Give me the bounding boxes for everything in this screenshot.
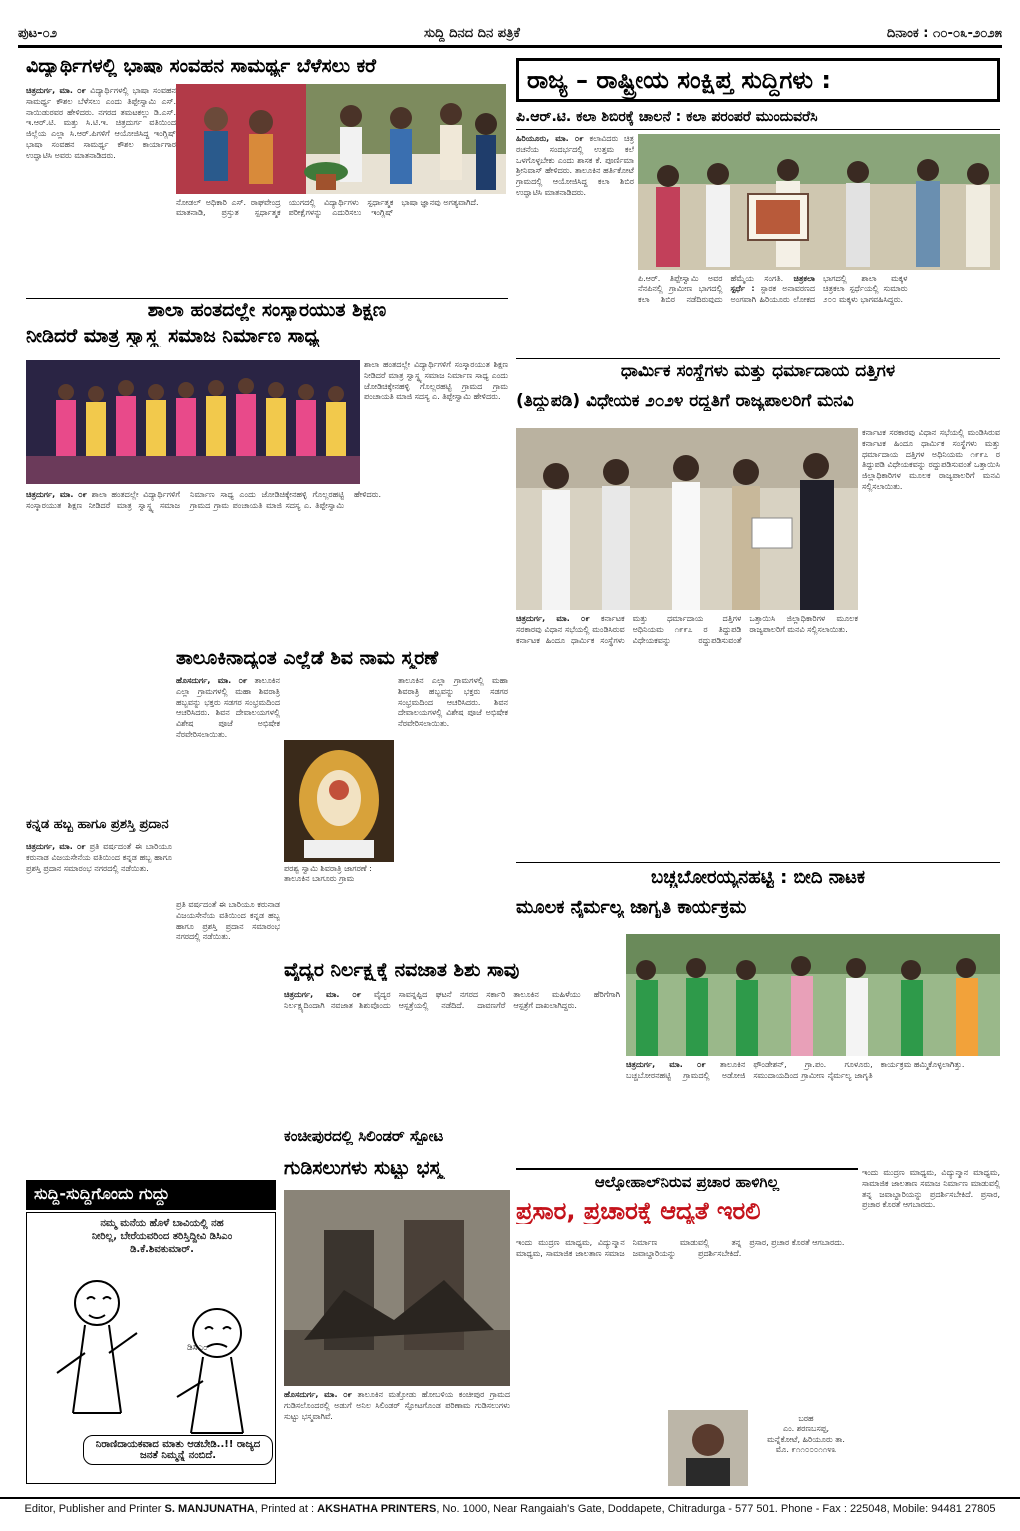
dateline: ಚಿತ್ರದುರ್ಗ, ಮಾ. ೦೯ [626,1060,706,1069]
caption-shiva-idol: ಪರಶ್ವ ಸ್ವಾಮಿ ಶಿವರಾತ್ರಿ ಜಾಗರಣೆ : ತಾಲೂಕಿನ ಬಾಗೂರು ಗ್ರಾಮ [284,864,372,884]
article-street-play-headline-line2: ಮೂಲಕ ನೈರ್ಮಲ್ಯ ಜಾಗೃತಿ ಕಾರ್ಯಕ್ರಮ [516,898,747,918]
photo-language-workshop [176,84,506,194]
masthead [18,22,1002,48]
article-newborn-headline: ವೈದ್ಯರ ನಿರ್ಲಕ್ಷ್ಯಕ್ಕೆ ನವಜಾತ ಶಿಶು ಸಾವು [284,960,520,981]
cartoon-section-header: ಸುದ್ದಿ-ಸುದ್ದಿಗೊಂದು ಗುದ್ದು [26,1180,276,1210]
article-media-side: ಇಂದು ಮುದ್ರಣ ಮಾಧ್ಯಮ, ವಿದ್ಯುನ್ಮಾನ ಮಾಧ್ಯಮ, ಸಾಮಾಜಿಕ ಜಾಲತಾಣ ಸಮಾಜ ನಿರ್ಮಾಣ ಮಾಡುವಲ್ಲಿ ತನ್ನ ಜವಾಬ್ದಾರಿಯನ್ನು ಪ್ರದರ್ಶಿಸಬೇಕಿದೆ. ಪ್ರಸಾರ, ಪ್ರಚಾರ ಕೊರತೆ ಆಗಬಾರದು. [862,1168,1000,1210]
article-kannada-fest-headline: ಕನ್ನಡ ಹಬ್ಬ ಹಾಗೂ ಪ್ರಶಸ್ತಿ ಪ್ರದಾನ [26,818,169,832]
article-cylinder-body [284,1390,510,1490]
article-kannada-fest-body-2: ಪ್ರತಿ ವರ್ಷದಂತೆ ಈ ಬಾರಿಯೂ ಕರುನಾಡ ವಿಜಯಸೇನೆಯ ವತಿಯಿಂದ ಕನ್ನಡ ಹಬ್ಬ ಹಾಗೂ ಪ್ರಶಸ್ತಿ ಪ್ರದಾನ ಸಮಾರಂಭ ನಗರದಲ್ಲಿ ನಡೆಯಿತು. [176,900,280,942]
footer-printer: AKSHATHA PRINTERS [317,1503,437,1515]
paper-name: ಸುದ್ದಿ ದಿನದ ದಿನ ಪತ್ರಿಕೆ [423,26,520,41]
article-text: ವಿದ್ಯಾರ್ಥಿಗಳಲ್ಲಿ ಭಾಷಾ ಸಂವಹನ ಸಾಮರ್ಥ್ಯ ಕೌಶಲ ಬೆಳೆಸಲು ಎಂದು ತಿಪ್ಪೇಸ್ವಾಮಿ ಎಸ್. ನಾಯಿಡುರವರ ಹೇಳಿದರು. ನಗರದ ತಮಟಕಲ್ಲು ಡಿ.ಎಸ್. ಇ.ಆರ್.ಟಿ. ಮತ್ತು ಸಿ.ಟಿ.ಇ. ಚಿತ್ರದುರ್ಗ ವತಿಯಿಂದ ಜಿಲ್ಲೆಯ ಎಲ್ಲಾ ಸಿ.ಆರ್.ಪಿಗಳಿಗೆ ಆಯೋಜಿಸಿದ್ದ ಇಂಗ್ಲಿಷ್ ಭಾಷಾ ಸಂವಹನ ಸಾಮರ್ಥ್ಯ ಕೌಶಲ ಕಾರ್ಯಾಗಾರ ಉದ್ಘಾಟಿಸಿ ಅವರು ಮಾತನಾಡಿದರು. [26,86,176,160]
contest-title: ಚಿತ್ರಕಲಾ ಸ್ಪರ್ಧೆ : [730,274,815,294]
article-education-side-text: ಶಾಲಾ ಹಂತದಲ್ಲೇ ವಿದ್ಯಾರ್ಥಿಗಳಿಗೆ ಸಂಸ್ಕಾರಯುತ ಶಿಕ್ಷಣ ನೀಡಿದರೆ ಮಾತ್ರ ಸ್ವಾಸ್ಥ್ಯ ಸಮಾಜ ನಿರ್ಮಾಣ ಸಾಧ್ಯ ಎಂದು ಜೋಡಿಚಿಕ್ಕೇನಹಳ್ಳಿ ಗೊಲ್ಲರಹಟ್ಟಿ ಗ್ರಾಮದ ಗ್ರಾಮ ಪಂಚಾಯತಿ ಮಾಜಿ ಸದಸ್ಯ ಎ. ತಿಪ್ಪೇಸ್ವಾಮಿ ಹೇಳಿದರು. [364,360,508,402]
news-brief-headline: ರಾಜ್ಯ – ರಾಷ್ಟ್ರೀಯ ಸಂಕ್ಷಿಪ್ತ ಸುದ್ದಿಗಳು : [516,58,1000,102]
cartoon-bottom-text: ನಿರಾಣಿದಾಯಕವಾದ ಮಾತು ಆಡಬೇಡಿ..!! ರಾಜ್ಯದ ಜನತೆ ನಿಮ್ಮನ್ನೆ ನಂಬಿದೆ. [83,1435,273,1465]
article-art-camp-body [516,134,634,354]
article-language-skills-body [26,86,176,296]
footer-post: , No. 1000, Near Rangaiah's Gate, Doddapete, Chitradurga - 577 501. Phone - Fax : 225048, Mobile: 94481 27805 [436,1503,996,1515]
article-cylinder-headline-line1: ಕಂಚೀಪುರದಲ್ಲಿ ಸಿಲಿಂಡರ್ ಸ್ಫೋಟ [284,1128,444,1145]
author-byline [754,1414,858,1490]
article-media-headline-line2: ಪ್ರಸಾರ, ಪ್ರಚಾರಕ್ಕೆ ಆದ್ಯತೆ ಇರಲಿ [516,1198,761,1225]
article-language-skills-headline: ವಿದ್ಯಾರ್ಥಿಗಳಲ್ಲಿ ಭಾಷಾ ಸಂವಹನ ಸಾಮರ್ಥ್ಯ ಬೆಳೆಸಲು ಕರೆ [26,56,376,77]
article-text: ತಾಲೂಕಿನ ಮತ್ತೋಡು ಹೋಬಳಿಯ ಕಂಚೀಪುರ ಗ್ರಾಮದ ಗುಡಿಸಲೊಂದರಲ್ಲಿ ಅಡುಗೆ ಅನಿಲ ಸಿಲಿಂಡರ್ ಸ್ಫೋಟಗೊಂಡ ಪರಿಣಾಮ ಗುಡಿಸಲುಗಳು ಸುಟ್ಟು ಭಸ್ಮವಾಗಿವೆ. [284,1390,510,1421]
article-text: ವೈದ್ಯರ ನಿರ್ಲಕ್ಷ್ಯದಿಂದಾಗಿ ನವಜಾತ ಶಿಶುವೊಂದು ಸಾವನ್ನಪ್ಪಿದ ಘಟನೆ ನಗರದ ಸರ್ಕಾರಿ ಆಸ್ಪತ್ರೆಯಲ್ಲಿ ನಡೆದಿದೆ. ದಾವಣಗೆರೆ ತಾಲೂಕಿನ ಮಹಿಳೆಯು ಹೆರಿಗೆಗಾಗಿ ಆಸ್ಪತ್ರೆಗೆ ದಾಖಲಾಗಿದ್ದರು. [284,990,620,1010]
divider [516,358,1000,359]
photo-street-play [626,934,1000,1056]
author-name: ಎಂ. ಶರಣಬಸಪ್ಪ, [782,1424,829,1434]
footer-editor: S. MANJUNATHA [164,1503,255,1515]
article-kannada-fest-body [26,842,172,1172]
writer-label: ಬರಹ [798,1414,814,1423]
dateline: ಚಿತ್ರದುರ್ಗ, ಮಾ. ೦೯ [284,990,362,999]
article-shivaratri-headline: ತಾಲೂಕಿನಾದ್ಯಂತ ಎಲ್ಲೆಡೆ ಶಿವ ನಾಮ ಸ್ಮರಣೆ [176,648,439,669]
caption-text: ಪಿ.ಆರ್. ತಿಪ್ಪೇಸ್ವಾಮಿ ಅವರ ನೆನಪಿನಲ್ಲಿ ಗ್ರಾಮೀಣ ಭಾಗದಲ್ಲಿ ಕಲಾ ಶಿಬಿರ ನಡೆದಿರುವುದು ಹೆಮ್ಮೆಯ ಸಂಗತಿ. [638,274,784,304]
article-street-play-headline-line1: ಬಚ್ಚಬೋರಯ್ಯನಹಟ್ಟಿ : ಬೀದಿ ನಾಟಕ [651,868,865,888]
photo-school-dance [26,360,360,484]
article-text: ತಾಲೂಕಿನ ಎಲ್ಲಾ ಗ್ರಾಮಗಳಲ್ಲಿ ಮಹಾ ಶಿವರಾತ್ರಿ ಹಬ್ಬವನ್ನು ಭಕ್ತರು ಸಡಗರ ಸಂಭ್ರಮದಿಂದ ಆಚರಿಸಿದರು. ಶಿವನ ದೇವಾಲಯಗಳಲ್ಲಿ ವಿಶೇಷ ಪೂಜೆ ಅಭಿಷೇಕ ನೆರವೇರಿಸಲಾಯಿತು. [176,676,280,739]
article-education-headline-line1: ಶಾಲಾ ಹಂತದಲ್ಲೇ ಸಂಸ್ಕಾರಯುತ ಶಿಕ್ಷಣ [147,300,387,321]
footer-pre: Editor, Publisher and Printer [24,1503,165,1515]
dateline: ಹಿರಿಯೂರು, ಮಾ. ೦೯ [516,134,584,143]
cartoon-panel [26,1212,276,1484]
dateline: ಚಿತ್ರದುರ್ಗ, ಮಾ. ೦೯ [26,842,86,851]
contest-text: ಸ್ಪಾರಕ ಅನಾವರಣದ ಅಂಗವಾಗಿ ಹಿರಿಯೂರು ಲೋಕದ ಭಾಗದಲ್ಲಿ ಶಾಲಾ ಮಕ್ಕಳ ಚಿತ್ರಕಲಾ ಸ್ಪರ್ಧೆಯಲ್ಲಿ ಸುಮಾರು ೨೦೦ ಮಕ್ಕಳು ಭಾಗವಹಿಸಿದ್ದರು. [730,274,908,304]
page-date: ದಿನಾಂಕ : ೧೦-೦೩-೨೦೨೫ [886,26,1002,41]
article-shivaratri-body-2: ತಾಲೂಕಿನ ಎಲ್ಲಾ ಗ್ರಾಮಗಳಲ್ಲಿ ಮಹಾ ಶಿವರಾತ್ರಿ ಹಬ್ಬವನ್ನು ಭಕ್ತರು ಸಡಗರ ಸಂಭ್ರಮದಿಂದ ಆಚರಿಸಿದರು. ಶಿವನ ದೇವಾಲಯಗಳಲ್ಲಿ ವಿಶೇಷ ಪೂಜೆ ಅಭಿಷೇಕ ನೆರವೇರಿಸಲಾಯಿತು. [398,676,508,729]
footer-mid: , Printed at : [254,1503,318,1515]
article-media-headline-line1: ಆಲ್ಕೋಹಾಲ್‌ನಿರುವ ಪ್ರಚಾರ ಹಾಳಿಗಿಲ್ಲ [516,1168,858,1191]
article-religious-bill-headline-line1: ಧಾರ್ಮಿಕ ಸಂಸ್ಥೆಗಳು ಮತ್ತು ಧರ್ಮಾದಾಯ ದತ್ತಿಗಳ [620,362,896,381]
dateline: ಹೊಸದುರ್ಗ, ಮಾ. ೦೯ [284,1390,353,1399]
article-cylinder-headline-line2: ಗುಡಿಸಲುಗಳು ಸುಟ್ಟು ಭಸ್ಮ [284,1158,443,1179]
article-text: ಪ್ರತಿ ವರ್ಷದಂತೆ ಈ ಬಾರಿಯೂ ಕರುನಾಡ ವಿಜಯಸೇನೆಯ ವತಿಯಿಂದ ಕನ್ನಡ ಹಬ್ಬ ಹಾಗೂ ಪ್ರಶಸ್ತಿ ಪ್ರದಾನ ಸಮಾರಂಭ ನಗರದಲ್ಲಿ ನಡೆಯಿತು. [26,842,172,873]
photo-art-camp [638,134,1000,270]
imprint-footer [0,1497,1020,1519]
photo-burnt-huts [284,1190,510,1386]
caption-language-workshop: ನೋಡಲ್ ಅಧಿಕಾರಿ ಎಸ್. ರಾಘವೇಂದ್ರ ಮಾತನಾಡಿ, ಪ್ರಸ್ತುತ ಸ್ಪರ್ಧಾತ್ಮಕ ಯುಗದಲ್ಲಿ ವಿದ್ಯಾರ್ಥಿಗಳು ಸ್ಪರ್ಧಾತ್ಮಕ ಪರೀಕ್ಷೆಗಳನ್ನು ಎದುರಿಸಲು ಇಂಗ್ಲಿಷ್ ಭಾಷಾ ಜ್ಞಾನವು ಅಗತ್ಯವಾಗಿದೆ. [176,198,479,218]
dateline: ಚಿತ್ರದುರ್ಗ, ಮಾ. ೦೯ [516,614,590,623]
article-text: ಕಲಾವಿದರು ಚಿತ್ರ ರಚನೆಯ ಸಂದರ್ಭದಲ್ಲಿ ಉತ್ತಮ ಕಲೆ ಒಳಗೊಳ್ಳಬೇಕು ಎಂದು ಶಾಸಕ ಕೆ. ಪೂರ್ಣಿಮಾ ಶ್ರೀನಿವಾಸ್ ಹೇಳಿದರು. ತಾಲೂಕಿನ ಹರ್ತಿಕೋಟೆ ಗ್ರಾಮದಲ್ಲಿ ಆಯೋಜಿಸಿದ್ದ ಕಲಾ ಶಿಬಿರ ಉದ್ಘಾಟಿಸಿ ಮಾತನಾಡಿದರು. [516,134,634,197]
article-media-body: ಇಂದು ಮುದ್ರಣ ಮಾಧ್ಯಮ, ವಿದ್ಯುನ್ಮಾನ ಮಾಧ್ಯಮ, ಸಾಮಾಜಿಕ ಜಾಲತಾಣ ಸಮಾಜ ನಿರ್ಮಾಣ ಮಾಡುವಲ್ಲಿ ತನ್ನ ಜವಾಬ್ದಾರಿಯನ್ನು ಪ್ರದರ್ಶಿಸಬೇಕಿದೆ. ಪ್ರಸಾರ, ಪ್ರಚಾರ ಕೊರತೆ ಆಗಬಾರದು. [516,1238,845,1258]
author-place: ಮನ್ನೆಕೋಟೆ, ಹಿರಿಯೂರು ತಾ. [767,1434,845,1444]
dateline: ಚಿತ್ರದುರ್ಗ, ಮಾ. ೦೯ [26,86,87,95]
cartoon-drawing [27,1263,275,1443]
dateline: ಹೊಸದುರ್ಗ, ಮಾ. ೦೯ [176,676,248,685]
article-newborn-body [284,990,620,1120]
article-religious-bill-side: ಕರ್ನಾಟಕ ಸರಕಾರವು ವಿಧಾನ ಸಭೆಯಲ್ಲಿ ಮಂಡಿಸಿರುವ ಕರ್ನಾಟಕ ಹಿಂದೂ ಧಾರ್ಮಿಕ ಸಂಸ್ಥೆಗಳು ಮತ್ತು ಧರ್ಮಾದಾಯ ದತ್ತಿಗಳ ಅಧಿನಿಯಮ ೧೯೯೭ ರ ತಿದ್ದುಪಡಿ ವಿಧೇಯಕವನ್ನು ರದ್ದುಪಡಿಸುವಂತೆ ಒತ್ತಾಯಿಸಿ ಜಿಲ್ಲಾಧಿಕಾರಿಗಳ ಮೂಲಕ ರಾಜ್ಯಪಾಲರಿಗೆ ಮನವಿ ಸಲ್ಲಿಸಲಾಯಿತು. [862,428,1000,491]
photo-memorandum [516,428,858,610]
divider [516,862,1000,863]
article-shivaratri-body [176,676,280,891]
divider [26,298,508,299]
cartoon-label: ಡಿಸಿಎಂ [187,1343,208,1353]
article-religious-bill-body [516,614,858,858]
caption-art-camp [638,274,1000,356]
article-education-headline-line2: ನೀಡಿದರೆ ಮಾತ್ರ ಸ್ವಾಸ್ಥ್ಯ ಸಮಾಜ ನಿರ್ಮಾಣ ಸಾಧ್ಯ [26,326,320,347]
photo-shiva-idol [284,740,394,862]
article-text: ತಾಲೂಕಿನ ಬಚ್ಚಬೋರನಹಟ್ಟಿ ಗ್ರಾಮದಲ್ಲಿ ಅಡೋಜಿ ಫೌಂಡೇಶನ್, ಗ್ರಾ.ಪಂ. ಗೂಳೂರು, ಸಮುದಾಯದಿಂದ ಗ್ರಾಮೀಣ ನೈರ್ಮಲ್ಯ ಜಾಗೃತಿ ಕಾರ್ಯಕ್ರಮ ಹಮ್ಮಿಕೊಳ್ಳಲಾಗಿತ್ತು. [626,1060,965,1080]
article-street-play-body [626,1060,1000,1166]
photo-author [668,1410,748,1486]
article-education-body [26,490,508,640]
article-religious-bill-headline-line2: (ತಿದ್ದುಪಡಿ) ವಿಧೇಯಕ ೨೦೨೪ ರದ್ದತಿಗೆ ರಾಜ್ಯಪಾಲರಿಗೆ ಮನವಿ [516,392,854,411]
news-brief-subhead: ಪಿ.ಆರ್.ಟಿ. ಕಲಾ ಶಿಬಿರಕ್ಕೆ ಚಾಲನೆ : ಕಲಾ ಪರಂಪರೆ ಮುಂದುವರೆಸಿ [516,110,1000,130]
page-number: ಪುಟ-೦೨ [18,26,58,41]
dateline: ಚಿತ್ರದುರ್ಗ, ಮಾ. ೦೯ [26,490,88,499]
author-phone: ಮೊ. ೯೧೧೦೦೦೧೧೪೩ [775,1445,837,1455]
article-text: ಕರ್ನಾಟಕ ಸರಕಾರವು ವಿಧಾನ ಸಭೆಯಲ್ಲಿ ಮಂಡಿಸಿರುವ ಕರ್ನಾಟಕ ಹಿಂದೂ ಧಾರ್ಮಿಕ ಸಂಸ್ಥೆಗಳು ಮತ್ತು ಧರ್ಮಾದಾಯ ದತ್ತಿಗಳ ಅಧಿನಿಯಮ ೧೯೯೭ ರ ತಿದ್ದುಪಡಿ ವಿಧೇಯಕವನ್ನು ರದ್ದುಪಡಿಸುವಂತೆ ಒತ್ತಾಯಿಸಿ ಜಿಲ್ಲಾಧಿಕಾರಿಗಳ ಮೂಲಕ ರಾಜ್ಯಪಾಲರಿಗೆ ಮನವಿ ಸಲ್ಲಿಸಲಾಯಿತು. [516,614,858,645]
article-text: ಶಾಲಾ ಹಂತದಲ್ಲೇ ವಿದ್ಯಾರ್ಥಿಗಳಿಗೆ ಸಂಸ್ಕಾರಯುತ ಶಿಕ್ಷಣ ನೀಡಿದರೆ ಮಾತ್ರ ಸ್ವಾಸ್ಥ್ಯ ಸಮಾಜ ನಿರ್ಮಾಣ ಸಾಧ್ಯ ಎಂದು ಜೋಡಿಚಿಕ್ಕೇನಹಳ್ಳಿ ಗೊಲ್ಲರಹಟ್ಟಿ ಗ್ರಾಮದ ಗ್ರಾಮ ಪಂಚಾಯತಿ ಮಾಜಿ ಸದಸ್ಯ ಎ. ತಿಪ್ಪೇಸ್ವಾಮಿ ಹೇಳಿದರು. [26,490,382,510]
cartoon-top-text: ನಮ್ಮ ಮನೆಯ ಹೊಳೆ ಬಾವಿಯಲ್ಲಿ ನಹ ನೀರಿಲ್ಲ, ಬೇರೆಯವರಿಂದ ತರಿಸ್ತಿದ್ದೀವಿ ಡಿಸಿಎಂ ಡಿ.ಕೆ.ಶಿವಕುಮಾರ್. [91,1218,233,1255]
